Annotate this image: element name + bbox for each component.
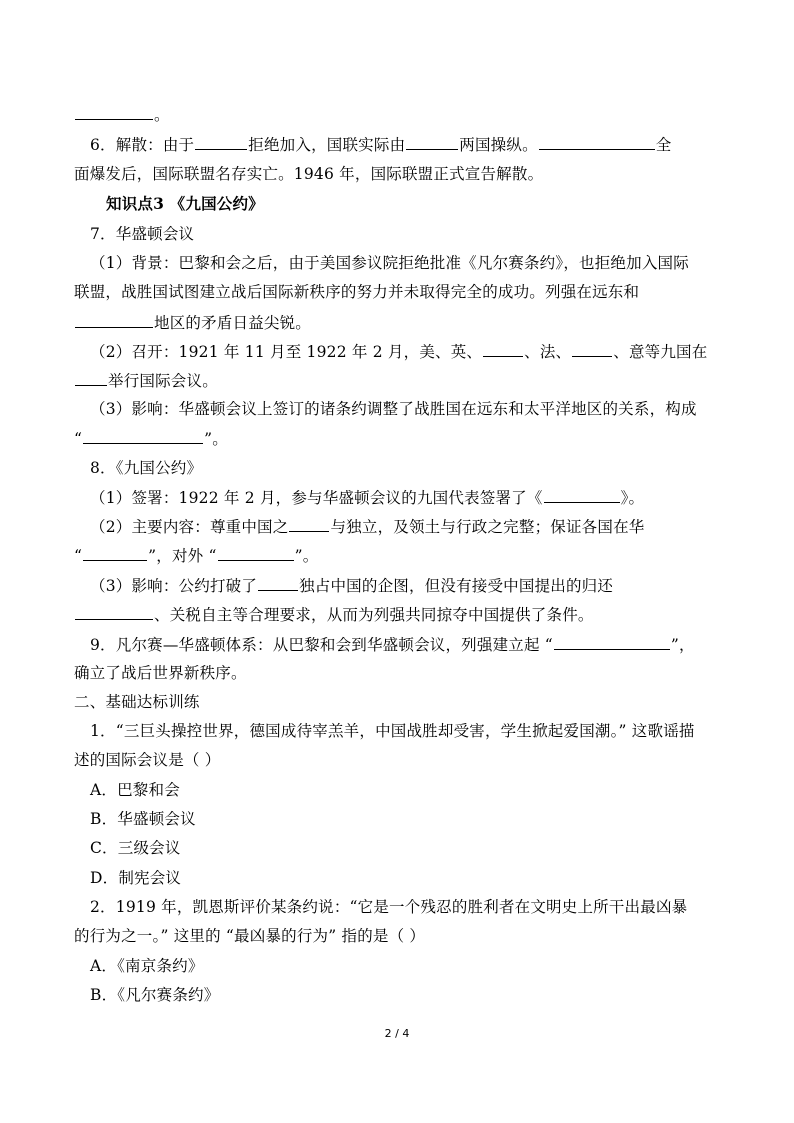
- text-line: 确立了战后世界新秩序。: [74, 664, 247, 682]
- question-2-line-2: 的行为之一。” 这里的 “最凶暴的行为” 指的是（ ）: [74, 927, 426, 945]
- fill-blank: [539, 134, 655, 150]
- text-line: “ ”。: [74, 430, 228, 448]
- text-line: （2）召开：1921 年 11 月至 1922 年 2 月，美、英、 、法、 、意等九国在: [90, 343, 708, 361]
- fill-blank: [75, 104, 153, 120]
- page-number: 2 / 4: [384, 1027, 410, 1040]
- option-a: A．巴黎和会: [90, 781, 180, 799]
- fill-blank: [544, 487, 620, 503]
- fill-blank: [289, 516, 329, 532]
- section-heading: 知识点3 《九国公约》: [106, 194, 264, 213]
- fill-blank: [195, 134, 247, 150]
- fill-blank: [554, 634, 670, 650]
- option-b: B．《凡尔赛条约》: [90, 986, 220, 1004]
- item-6-line-1: 6．解散：由于 拒绝加入，国联实际由 两国操纵。 全: [90, 136, 672, 154]
- option-c: C．三级会议: [90, 839, 181, 857]
- fill-blank: [75, 370, 107, 386]
- fill-blank: [406, 134, 458, 150]
- question-1-line-1: 1．“三巨头操控世界，德国成待宰羔羊，中国战胜却受害，学生掀起爱国潮。” 这歌谣描: [90, 722, 695, 740]
- fill-blank: [258, 575, 298, 591]
- text-line: 9．凡尔赛—华盛顿体系：从巴黎和会到华盛顿会议，列强建立起 “ ”，: [90, 636, 695, 654]
- item-heading: 8．《九国公约》: [90, 459, 203, 477]
- fill-blank: [75, 312, 153, 328]
- question-1-line-2: 述的国际会议是（ ）: [74, 751, 221, 769]
- question-2-line-1: 2．1919 年，凯恩斯评价某条约说：“它是一个残忍的胜利者在文明史上所干出最凶暴: [90, 898, 688, 916]
- text-line: “ ”，对外 “ ”。: [74, 547, 319, 565]
- option-a: A．《南京条约》: [90, 957, 204, 975]
- text-line: 联盟，战胜国试图建立战后国际新秩序的努力并未取得完全的成功。列强在远东和: [74, 283, 640, 301]
- text-line: （1）背景：巴黎和会之后，由于美国参议院拒绝批准《凡尔赛条约》，也拒绝加入国际: [90, 254, 689, 272]
- text-line: 地区的矛盾日益尖锐。: [74, 312, 714, 333]
- option-d: D．制宪会议: [90, 869, 182, 887]
- fill-blank: [218, 545, 294, 561]
- text-line: 举行国际会议。: [74, 370, 714, 391]
- text-line: （1）签署：1922 年 2 月，参与华盛顿会议的九国代表签署了《 》。: [90, 489, 645, 507]
- text-line: （3）影响：公约打破了 独占中国的企图，但没有接受中国提出的归还: [90, 577, 614, 595]
- item-6-line-2: 面爆发后，国际联盟名存实亡。1946 年，国际联盟正式宣告解散。: [74, 165, 544, 183]
- fill-blank: [83, 545, 147, 561]
- fill-blank: [572, 341, 612, 357]
- text-line: 、关税自主等合理要求，从而为列强共同掠夺中国提供了条件。: [74, 604, 714, 625]
- section-heading: 二、基础达标训练: [74, 693, 200, 711]
- option-b: B．华盛顿会议: [90, 810, 196, 828]
- fill-blank: [83, 428, 203, 444]
- fill-blank: [483, 341, 523, 357]
- text-line: （3）影响：华盛顿会议上签订的诸条约调整了战胜国在远东和太平洋地区的关系，构成: [90, 400, 697, 418]
- fill-blank: [75, 604, 153, 620]
- item-heading: 7．华盛顿会议: [90, 225, 195, 243]
- text-line: （2）主要内容：尊重中国之 与独立，及领土与行政之完整；保证各国在华: [90, 518, 645, 536]
- text-line: 。: [74, 104, 714, 125]
